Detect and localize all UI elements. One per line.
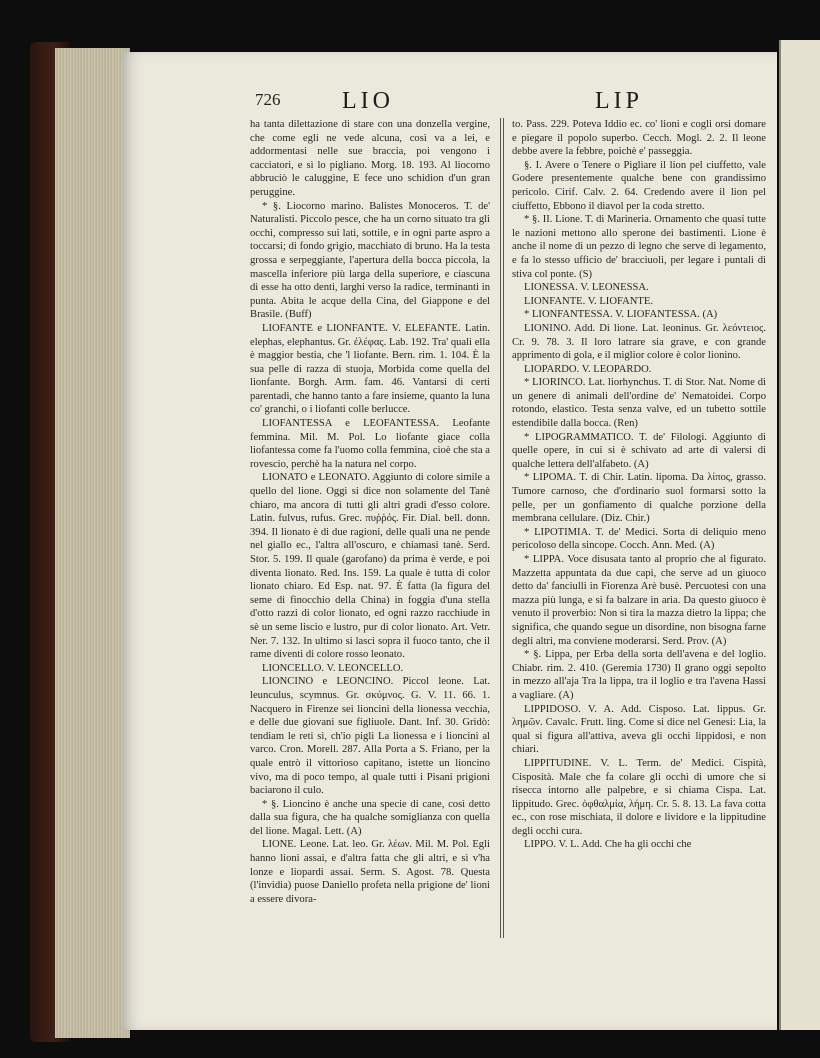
page-header	[250, 88, 750, 118]
dictionary-entry: * §. Liocorno marino. Balistes Monoceros. T. de' Naturalisti. Piccolo pesce, che ha un corno situato tra gli occhi, compresso sui lati, sottile, e in ogni parte aspro a toccarsi; di fondo grigio, macchiato di bruno. Ha la testa grossa e serpeggiante, l'apertura della bocca piccola, la mascella inferiore più larga della superiore, e ciascuna di esse ha otto denti, larghi verso la radice, terminanti in punta. Abita le acque della Cina, del Giappone e del Brasile. (Buff)	[250, 200, 490, 321]
dictionary-entry: * §. Lioncino è anche una specie di cane, così detto dalla sua figura, che ha qualche somiglianza con quella del lione. Magal. Lett. (A)	[250, 798, 490, 837]
dictionary-entry: to. Pass. 229. Poteva Iddio ec. co' lioni e cogli orsi domare e piegare il popolo superbo. Cecch. Mogl. 2. 2. Il leone debbe avere la febbre, poichè e' passeggia.	[512, 119, 766, 158]
dictionary-entry: LIPPO. V. L. Add. Che ha gli occhi che	[524, 839, 692, 851]
dictionary-entry: * §. II. Lione. T. di Marineria. Ornamento che quasi tutte le nazioni mettono allo sperone dei bastimenti. Lione è anche il nome di un pezzo di legno che serve di legamento, e fa lo stesso ufficio de' bracciuoli, per legare i puntali di stiva col ponte. (S)	[512, 214, 766, 280]
dictionary-entry: §. I. Avere o Tenere o Pigliare il lion pel ciuffetto, vale Godere presentemente qualche bene con grandissimo pericolo. Cirif. Calv. 2. 64. Credendo avere il lion pel ciuffetto, Ebbono il diavol per la coda stretto.	[512, 159, 766, 212]
dictionary-entry: LIONE. Leone. Lat. leo. Gr. λέων. Mil. M. Pol. Egli hanno lioni assai, e d'altra fatta che gli altri, e sì v'ha lonze e liopardi assai. Serm. S. Agost. 78. Questa (l'invidia) puose Daniello profeta nella prigione de' lioni a essere divora-	[250, 839, 490, 905]
dictionary-entry: * LIPOGRAMMATICO. T. de' Filologi. Aggiunto di quelle opere, in cui si è schivato ad arte di valersi di qualche lettera dell'alfabeto. (A)	[512, 431, 766, 470]
dictionary-entry: ha tanta dilettazione di stare con una donzella vergine, che come egli ne vede alcuna, così va a lei, e addormentasi nelle sue braccia, poi vengono i cacciatori, e sì lo pigliano. Morg. 18. 193. Al liocorno abbruciò le caluggine, E fece uno schidion d'un gran peruggine.	[250, 119, 490, 198]
dictionary-entry: * LIPPA. Voce disusata tanto al proprio che al figurato. Mazzetta appuntata da due capi, che serve ad un giuoco detto da' fanciulli in Fiorenza Arè busè. Percuotesi con una mazza più lunga, e si fa balzare in aria. Da questo giuoco è venuto il proverbio: Non si tira la mazza dietro la lippa; che significa, che quando segue un disordine, non bisogna farne degli altri, ma conviene moderarsi. Serd. Prov. (A)	[512, 554, 766, 647]
dictionary-entry: LIOFANTE e LIONFANTE. V. ELEFANTE. Latin. elephas, elephantus. Gr. ἐλέφας. Lab. 192. Tra' quali ella è maggior bestia, che 'l liofante. Bern. rim. 1. 104. È la sua pelle di razza di stuoja, Morbida come quella del lionfante. Borgh. Arm. fam. 46. Vantarsi di certi parentadi, che hanno tanto a fare insieme, quanto la luna co' granchi, o i liofanti colle berlucce.	[250, 322, 490, 416]
page-number: 726	[255, 90, 281, 109]
dictionary-entry: LIPPITUDINE. V. L. Term. de' Medici. Cispità, Cisposità. Male che fa colare gli occhi di umore che si risecca intorno alle palpebre, e si chiama Cispa. Lat. lippitudo. Grec. ὀφθαλμία, λήμη. Cr. 5. 8. 13. La fava cotta ec., con rose mischiata, il dolore e lividore e la lippitudine degli occhi cura.	[512, 757, 766, 837]
running-head-left: LIO	[342, 88, 394, 114]
dictionary-entry: LIONFANTE. V. LIOFANTE.	[524, 295, 653, 307]
left-column	[250, 118, 490, 906]
page-edge-stack	[55, 48, 130, 1038]
dictionary-entry: * LIORINCO. Lat. liorhynchus. T. di Stor. Nat. Nome di un genere di animali dell'ordine de' Nematoidei. Corpo rotondo, elastico. Testa senza valve, ed un tubetto sottile estendibile dalla bocca. (Ren)	[512, 377, 766, 430]
right-column	[512, 118, 766, 852]
dictionary-entry: LIONCINO e LEONCINO. Piccol leone. Lat. leunculus, scymnus. Gr. σκύμνος. G. V. 11. 66. 1. Nacquero in Firenze sei lioncini della lionessa vecchia, e delle due giovani sue figliuole. Dant. Inf. 30. Gridò: tendiam le reti sì, ch'io pigli La lionessa e i lioncini al varco. Cron. Morell. 287. Alla Porta a S. Friano, per la quale entrò il vittorioso capitano, istette un lioncino vivo, ma di poco tempo, al quale tutti i Pisani prigioni baciarono il culo.	[250, 676, 490, 797]
column-divider	[503, 118, 504, 938]
dictionary-entry: * LIONFANTESSA. V. LIOFANTESSA. (A)	[524, 309, 718, 321]
dictionary-entry: LIONATO e LEONATO. Aggiunto di colore simile a quello del lione. Oggi si dice non solamente del Tanè chiaro, ma ancora di tutti gli altri gradi d'esso colore. Latin. fulvus, rufus. Grec. πυῤῥός. Fir. Dial. bell. donn. 394. Il lionato è di due ragioni, delle quali una ne pende nel giallo ec., l'altra all'oscuro, e chiamasi tanè. Serd. Stor. 5. 199. Il quale (garofano) da prima è verde, e poi diventa lionato. Red. Ins. 159. La quale è tutta di color lionato chiaro. Ed Esp. nat. 97. È fatta (la figura del seme di finocchio della China) in foggia d'una stella d'otto razzi di color lionato, ed ogni razzo racchiude in sè un seme liscio e lustro, pur di color lionato. Art. Vetr. Ner. 7. 132. In ultimo si lasci sopra il fuoco tanto, che il rame diventi di colore rosso leonato.	[250, 472, 490, 661]
dictionary-entry: LIPPIDOSO. V. A. Add. Cisposo. Lat. lippus. Gr. λημῶν. Cavalc. Frutt. ling. Come si dice nel Genesi: Lia, la qual si figura all'attiva, aveva gli occhi lippidosi, e non chiari.	[512, 703, 766, 756]
dictionary-entry: LIONCELLO. V. LEONCELLO.	[262, 662, 404, 674]
running-head-right: LIP	[595, 88, 643, 114]
dictionary-entry: LIONINO. Add. Di lione. Lat. leoninus. Gr. λεόντειος. Cr. 9. 78. 3. Il loro latrare sia grave, e con grande apprimento di gola, e il miglior colore è color lionino.	[512, 322, 766, 362]
dictionary-entry: * LIPOMA. T. di Chir. Latin. lipoma. Da λίπος, grasso. Tumore carnoso, che d'ordinario suol formarsi sotto la pelle, per un gonfiamento di qualche porzione della membrana cellulare. (Diz. Chir.)	[512, 472, 766, 525]
dictionary-entry: LIOFANTESSA e LEOFANTESSA. Leofante femmina. Mil. M. Pol. Lo liofante giace colla liofantessa come fa l'uomo colla femmina, cioè che sta a rovescio, perchè ha la natura nel corpo.	[250, 418, 490, 470]
dictionary-entry: LIOPARDO. V. LEOPARDO.	[524, 363, 652, 375]
dictionary-entry: LIONESSA. V. LEONESSA.	[524, 282, 649, 294]
right-page-edge	[779, 40, 820, 1030]
dictionary-entry: * §. Lippa, per Erba della sorta dell'avena e del loglio. Chiabr. rim. 2. 410. (Geremia 1730) Il grano oggi sepolto in mezzo all'aja Tra la lippa, tra il loglio e tra l'avena Hassi a vagliare. (A)	[512, 649, 766, 701]
column-divider	[500, 118, 501, 938]
dictionary-entry: * LIPOTIMIA. T. de' Medici. Sorta di deliquio meno pericoloso della sincope. Cocch. Ann. Med. (A)	[512, 526, 766, 552]
